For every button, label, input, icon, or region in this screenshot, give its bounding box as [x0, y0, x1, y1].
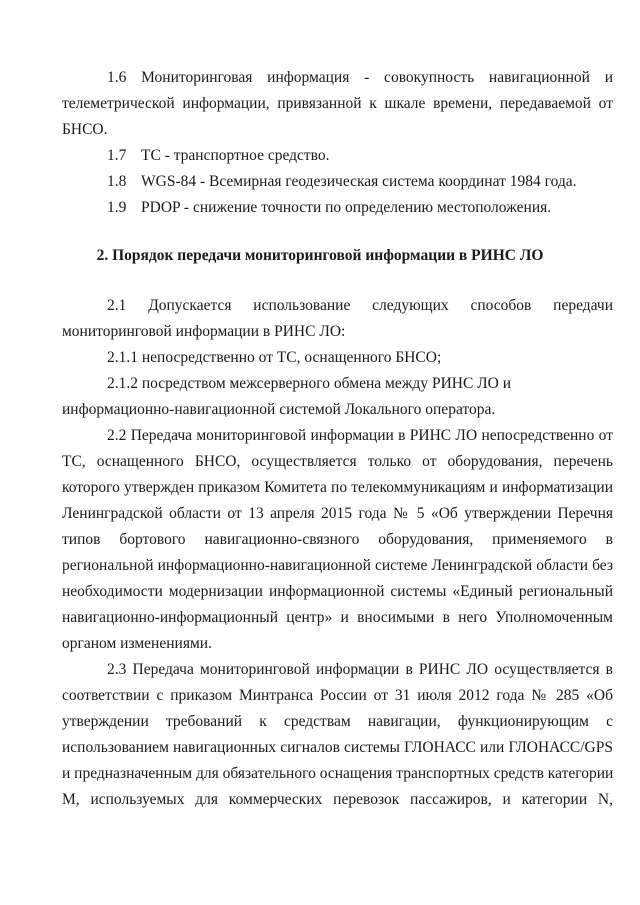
- item-text: PDOP - снижение точности по определению местоположения.: [141, 199, 552, 216]
- item-number: 1.8: [107, 173, 127, 190]
- section-2-heading: 2. Порядок передачи мониторинговой информации в РИНС ЛО: [96, 247, 544, 264]
- paragraph-2-3-line-4: использованием навигационных сигналов системы ГЛОНАСС или ГЛОНАСС/GPS: [62, 739, 613, 756]
- paragraph-2-1-2-line-1: 2.1.2 посредством межсерверного обмена между РИНС ЛО и: [107, 375, 512, 392]
- paragraph-2-3-line-1: 2.3 Передача мониторинговой информации в РИНС ЛО осуществляется в: [107, 661, 613, 678]
- paragraph-2-2-line-4: Ленинградской области от 13 апреля 2015 года № 5 «Об утверждении Перечня: [62, 505, 613, 522]
- paragraph-2-3-line-6: М, используемых для коммерческих перевозок пассажиров, и категории N,: [62, 791, 613, 808]
- paragraph-2-1-1: 2.1.1 непосредственно от ТС, оснащенного БНСО;: [107, 349, 442, 366]
- item-number: 1.9: [107, 199, 127, 216]
- item-1-9: [107, 198, 613, 218]
- paragraph-2-1-line-1: 2.1 Допускается использование следующих способов передачи: [107, 297, 613, 314]
- paragraph-2-3-line-2: соответствии с приказом Минтранса России от 31 июля 2012 года № 285 «Об: [62, 687, 613, 704]
- paragraph-1-6-line-3: БНСО.: [62, 121, 108, 138]
- paragraph-1-6-line-1: 1.6 Мониторинговая информация - совокупность навигационной и: [107, 69, 613, 86]
- paragraph-1-6-line-2: телеметрической информации, привязанной к шкале времени, передаваемой от: [62, 95, 613, 112]
- paragraph-2-2-line-1: 2.2 Передача мониторинговой информации в РИНС ЛО непосредственно от: [107, 427, 613, 444]
- paragraph-2-2-line-5: типов бортового навигационно-связного оборудования, применяемого в: [62, 531, 613, 548]
- paragraph-2-2-line-7: необходимости модернизации информационной системы «Единый региональный: [62, 583, 613, 600]
- paragraph-2-3-line-3: утверждении требований к средствам навигации, функционирующим с: [62, 713, 613, 730]
- paragraph-2-1-line-2: мониторинговой информации в РИНС ЛО:: [62, 323, 346, 340]
- item-1-8: [107, 172, 613, 192]
- paragraph-2-1-2-line-2: информационно-навигационной системой Локального оператора.: [62, 401, 496, 418]
- item-number: 1.7: [107, 147, 127, 164]
- paragraph-2-2-line-8: навигационно-информационный центр» и вносимыми в него Уполномоченным: [62, 609, 613, 626]
- item-1-7: [107, 146, 613, 166]
- item-text: WGS-84 - Всемирная геодезическая система координат 1984 года.: [141, 173, 577, 190]
- paragraph-2-2-line-2: ТС, оснащенного БНСО, осуществляется только от оборудования, перечень: [62, 453, 613, 470]
- item-text: ТС - транспортное средство.: [141, 147, 330, 164]
- paragraph-2-3-line-5: и предназначенным для обязательного оснащения транспортных средств категории: [62, 765, 614, 782]
- paragraph-2-2-line-3: которого утвержден приказом Комитета по телекоммуникациям и информатизации: [62, 479, 613, 496]
- paragraph-2-2-line-9: органом изменениями.: [62, 635, 212, 652]
- paragraph-2-2-line-6: региональной информационно-навигационной системе Ленинградской области без: [62, 557, 613, 574]
